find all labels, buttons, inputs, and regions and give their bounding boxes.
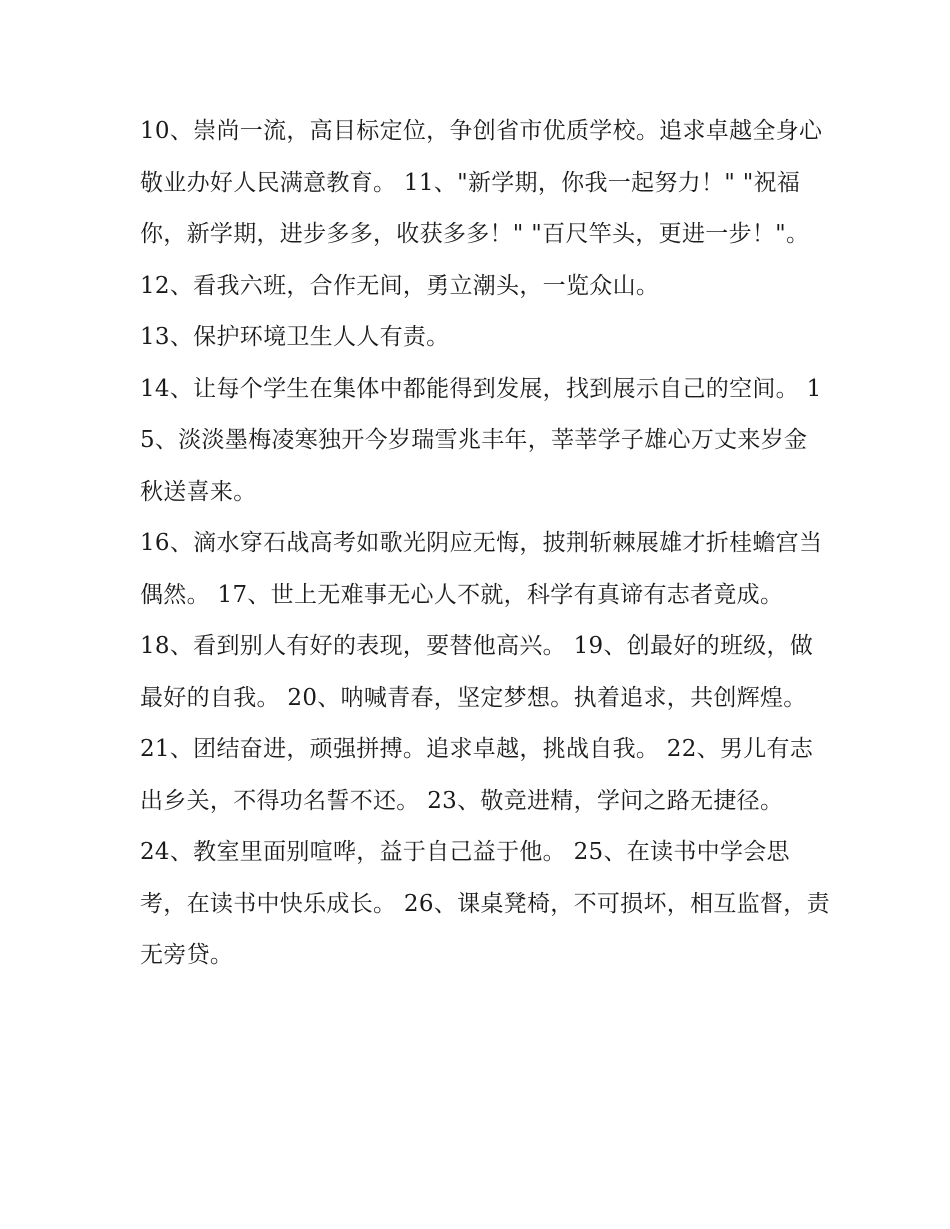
paragraph-1: 10、崇尚一流，高目标定位，争创省市优质学校。追求卓越全身心敬业办好人民满意教育。 11、"新学期，你我一起努力！" "祝福你，新学期，进步多多，收获多多！" "百尺竿头，更进一步！"。 12、看我六班，合作无间，勇立潮头，一览众山。 (140, 118, 823, 299)
paragraph-2: 13、保护环境卫生人人有责。 (140, 324, 450, 350)
paragraph-6: 21、团结奋进，顽强拼搏。追求卓越，挑战自我。 22、男儿有志出乡关，不得功名誓不还。 23、敬竞进精，学问之路无捷径。 (140, 736, 814, 814)
paragraph-3: 14、让每个学生在集体中都能得到发展，找到展示自己的空间。 15、淡淡墨梅凌寒独开今岁瑞雪兆丰年，莘莘学子雄心万丈来岁金秋送喜来。 (140, 375, 822, 505)
document-body (140, 106, 830, 982)
paragraph-4: 16、滴水穿石战高考如歌光阴应无悔，披荆斩棘展雄才折桂蟾宫当偶然。 17、世上无难事无心人不就，科学有真谛有志者竟成。 (140, 530, 823, 608)
paragraph-7: 24、教室里面别喧哗，益于自己益于他。 25、在读书中学会思考，在读书中快乐成长。 26、课桌凳椅，不可损坏，相互监督，责无旁贷。 (140, 839, 830, 968)
paragraph-5: 18、看到别人有好的表现，要替他高兴。 19、创最好的班级，做最好的自我。 20、呐喊青春，坚定梦想。执着追求，共创辉煌。 (140, 633, 814, 711)
